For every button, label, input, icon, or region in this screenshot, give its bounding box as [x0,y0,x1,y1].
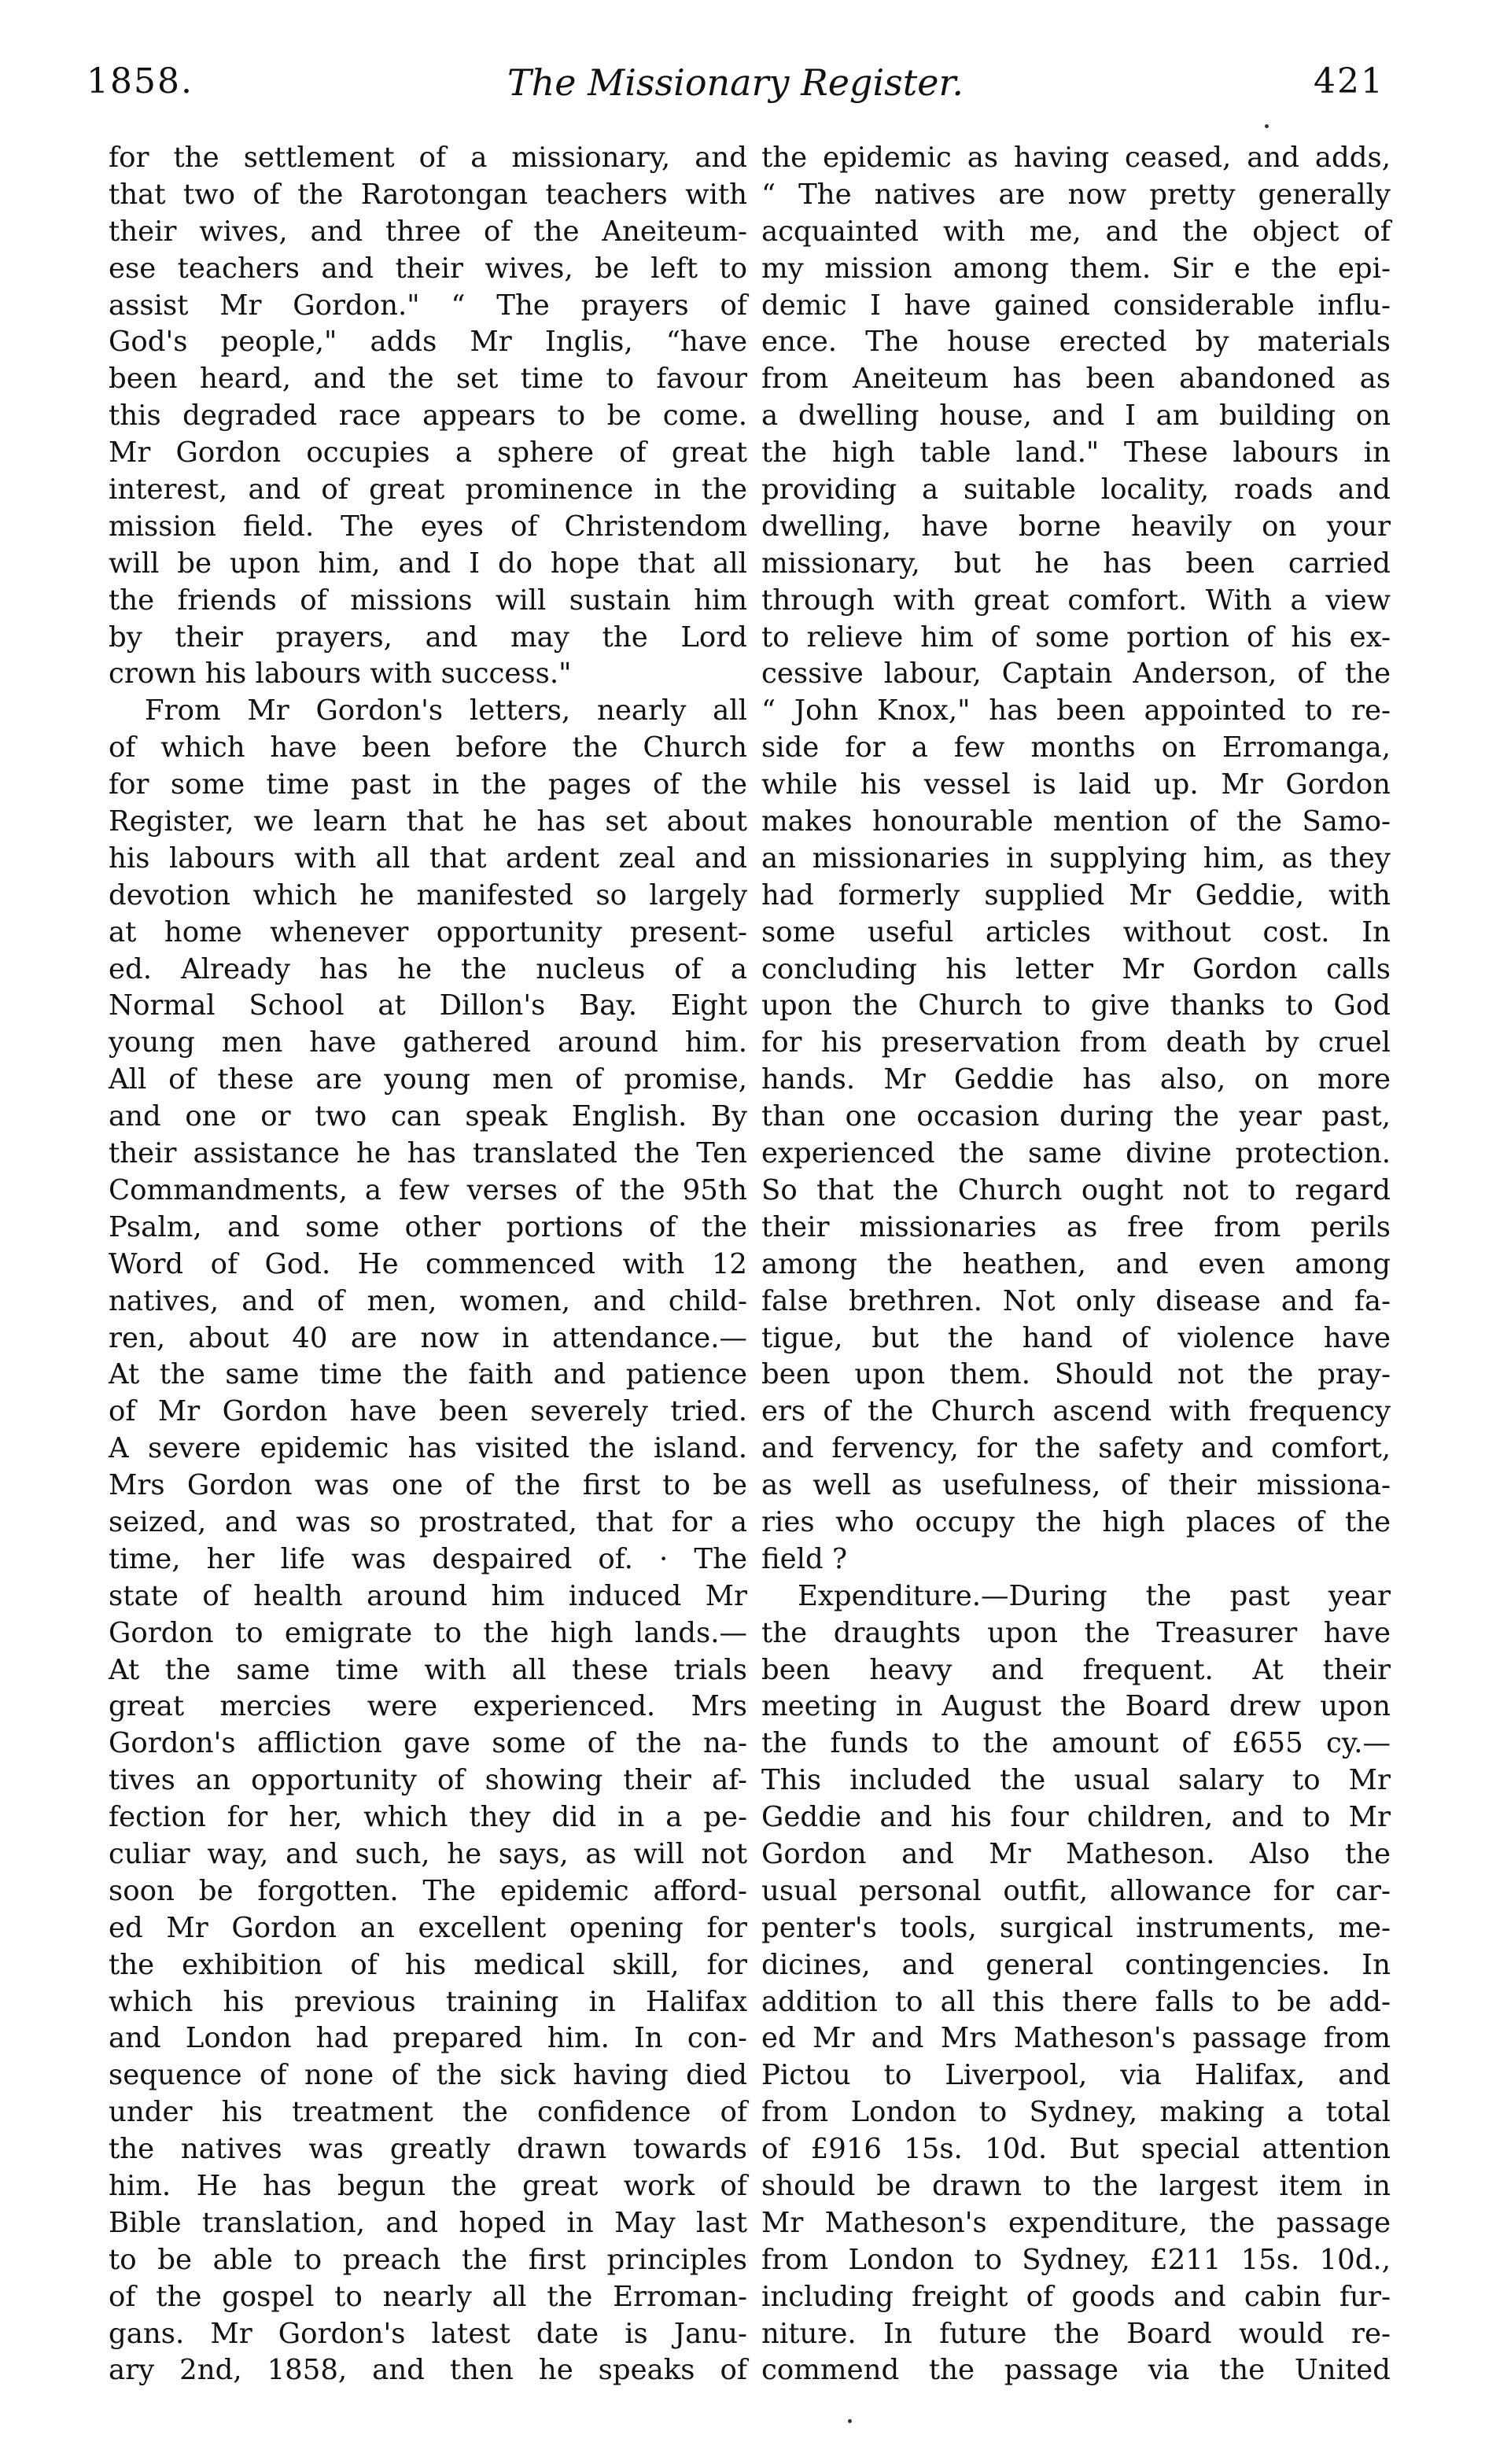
text-line: niture. In future the Board would re- [761,2317,1391,2350]
text-line: missionary, but he has been carried [761,547,1391,580]
text-line: fection for her, which they did in a pe- [109,1801,747,1834]
text-line: So that the Church ought not to regard [761,1173,1391,1206]
text-line: ers of the Church ascend with frequency [761,1395,1391,1428]
text-line: A severe epidemic has visited the island. [109,1432,747,1465]
text-line: “ The natives are now pretty generally [761,178,1391,211]
text-line: experienced the same divine protection. [761,1137,1391,1170]
text-line: had formerly supplied Mr Geddie, with [761,878,1391,912]
text-line: an missionaries in supplying him, as they [761,842,1391,875]
text-line: Normal School at Dillon's Bay. Eight [109,989,747,1022]
text-line: upon the Church to give thanks to God [761,989,1391,1022]
text-line: of Mr Gordon have been severely tried. [109,1395,747,1428]
text-line: the high table land." These labours in [761,436,1391,470]
text-line: Bible translation, and hoped in May last [109,2206,747,2239]
text-line: God's people," adds Mr Inglis, “have [109,326,747,359]
text-line: providing a suitable locality, roads and [761,473,1391,506]
text-line: and one or two can speak English. By [109,1100,747,1133]
text-line: than one occasion during the year past, [761,1100,1391,1133]
text-line: of £916 15s. 10d. But special attention [761,2133,1391,2166]
text-line: At the same time with all these trials [109,1653,747,1686]
text-line: their assistance he has translated the Ten [109,1137,747,1170]
text-line: This included the usual salary to Mr [761,1764,1391,1797]
text-line: under his treatment the confidence of [109,2096,747,2129]
text-line: acquainted with me, and the object of [761,215,1391,248]
text-line: some useful articles without cost. In [761,915,1391,948]
text-line: Mr Gordon occupies a sphere of great [109,436,747,470]
text-line: a dwelling house, and I am building on [761,400,1391,433]
text-line: this degraded race appears to be come. [109,400,747,433]
text-line: by their prayers, and may the Lord [109,621,747,654]
text-line: tigue, but the hand of violence have [761,1321,1391,1354]
print-speck [848,2419,852,2423]
text-line: cessive labour, Captain Anderson, of the [761,657,1391,691]
journal-title: The Missionary Register. [507,61,964,104]
text-line: been heard, and the set time to favour [109,363,747,396]
text-line: makes honourable mention of the Samo- [761,805,1391,838]
text-line: while his vessel is laid up. Mr Gordon [761,768,1391,801]
text-line: ary 2nd, 1858, and then he speaks of [109,2354,747,2387]
page-number: 421 [1314,61,1384,101]
text-line: Gordon's affliction gave some of the na- [109,1727,747,1760]
text-line: will be upon him, and I do hope that all [109,547,747,580]
text-line: assist Mr Gordon." “ The prayers of [109,289,747,322]
text-line: of which have been before the Church [109,731,747,764]
text-line: at home whenever opportunity present- [109,915,747,948]
text-line: the epidemic as having ceased, and adds, [761,142,1391,174]
text-line: side for a few months on Erromanga, [761,731,1391,764]
text-line: from London to Sydney, making a total [761,2096,1391,2129]
text-line: my mission among them. Sir e the epi- [761,252,1391,285]
text-line: crown his labours with success." [109,657,572,691]
text-line: From Mr Gordon's letters, nearly all [145,694,747,727]
text-line: the funds to the amount of £655 cy.— [761,1727,1391,1760]
text-line: for some time past in the pages of the [109,768,747,801]
text-line: as well as usefulness, of their missiona- [761,1469,1391,1502]
text-line: which his previous training in Halifax [109,1985,747,2018]
text-line: sequence of none of the sick having died [109,2059,747,2092]
text-line: tives an opportunity of showing their af- [109,1764,747,1797]
text-line: including freight of goods and cabin fur- [761,2280,1391,2313]
text-line: from Aneiteum has been abandoned as [761,363,1391,396]
text-line: ren, about 40 are now in attendance.— [109,1321,747,1354]
text-line: dwelling, have borne heavily on your [761,510,1391,543]
text-line: hands. Mr Geddie has also, on more [761,1063,1391,1096]
text-line: ese teachers and their wives, be left to [109,252,747,285]
text-line: soon be forgotten. The epidemic afford- [109,1874,747,1907]
text-line: ed Mr and Mrs Matheson's passage from [761,2022,1391,2055]
text-line: penter's tools, surgical instruments, me- [761,1911,1391,1944]
text-line: and fervency, for the safety and comfort, [761,1432,1391,1465]
text-line: the friends of missions will sustain him [109,584,747,617]
text-line: seized, and was so prostrated, that for a [109,1505,747,1538]
text-line: ed. Already has he the nucleus of a [109,952,747,985]
text-line: field ? [761,1542,848,1575]
text-line: ries who occupy the high places of the [761,1505,1391,1538]
running-header [87,61,1384,124]
text-line: false brethren. Not only disease and fa- [761,1284,1391,1317]
text-line: demic I have gained considerable influ- [761,289,1391,322]
text-line: his labours with all that ardent zeal and [109,842,747,875]
text-line: Commandments, a few verses of the 95th [109,1173,747,1206]
text-line: that two of the Rarotongan teachers with [109,178,747,211]
text-line: time, her life was despaired of. · The [109,1542,747,1575]
text-line: Expenditure.—During the past year [798,1579,1391,1612]
text-line: among the heathen, and even among [761,1247,1391,1280]
text-line: state of health around him induced Mr [109,1579,747,1612]
text-line: and London had prepared him. In con- [109,2022,747,2055]
text-line: to relieve him of some portion of his ex- [761,621,1391,654]
text-line: interest, and of great prominence in the [109,473,747,506]
text-line: gans. Mr Gordon's latest date is Janu- [109,2317,747,2350]
text-line: usual personal outfit, allowance for car- [761,1874,1391,1907]
text-line: for his preservation from death by cruel [761,1026,1391,1059]
header-year: 1858. [87,61,193,101]
text-line: “ John Knox," has been appointed to re- [761,694,1391,727]
text-line: the draughts upon the Treasurer have [761,1616,1391,1649]
text-column-right [761,140,1391,2389]
text-line: Geddie and his four children, and to Mr [761,1801,1391,1834]
text-line: Register, we learn that he has set about [109,805,747,838]
text-line: commend the passage via the United [761,2354,1391,2387]
text-line: him. He has begun the great work of [109,2169,747,2202]
print-speck [1265,124,1269,128]
text-line: natives, and of men, women, and child- [109,1284,747,1317]
text-line: been heavy and frequent. At their [761,1653,1391,1686]
text-line: devotion which he manifested so largely [109,878,747,912]
text-column-left [109,140,747,2389]
text-line: their missionaries as free from perils [761,1210,1391,1243]
text-line: their wives, and three of the Aneiteum- [109,215,747,248]
text-line: Gordon and Mr Matheson. Also the [761,1837,1391,1870]
text-line: ence. The house erected by materials [761,326,1391,359]
text-line: to be able to preach the first principles [109,2243,747,2276]
text-line: concluding his letter Mr Gordon calls [761,952,1391,985]
text-line: Word of God. He commenced with 12 [109,1247,747,1280]
text-line: At the same time the faith and patience [109,1358,747,1391]
text-line: been upon them. Should not the pray- [761,1358,1391,1391]
text-line: great mercies were experienced. Mrs [109,1690,747,1723]
text-line: Gordon to emigrate to the high lands.— [109,1616,747,1649]
text-line: addition to all this there falls to be add- [761,1985,1391,2018]
text-line: of the gospel to nearly all the Erroman- [109,2280,747,2313]
text-line: should be drawn to the largest item in [761,2169,1391,2202]
text-line: meeting in August the Board drew upon [761,1690,1391,1723]
text-line: culiar way, and such, he says, as will not [109,1837,747,1870]
text-line: ed Mr Gordon an excellent opening for [109,1911,747,1944]
text-line: All of these are young men of promise, [109,1063,747,1096]
text-line: for the settlement of a missionary, and [109,142,747,174]
text-line: Mr Matheson's expenditure, the passage [761,2206,1391,2239]
text-line: dicines, and general contingencies. In [761,1948,1391,1981]
text-line: young men have gathered around him. [109,1026,747,1059]
text-line: mission field. The eyes of Christendom [109,510,747,543]
text-line: the natives was greatly drawn towards [109,2133,747,2166]
text-line: Pictou to Liverpool, via Halifax, and [761,2059,1391,2092]
text-line: the exhibition of his medical skill, for [109,1948,747,1981]
text-line: through with great comfort. With a view [761,584,1391,617]
text-line: Psalm, and some other portions of the [109,1210,747,1243]
text-line: Mrs Gordon was one of the first to be [109,1469,747,1502]
text-line: from London to Sydney, £211 15s. 10d., [761,2243,1391,2276]
